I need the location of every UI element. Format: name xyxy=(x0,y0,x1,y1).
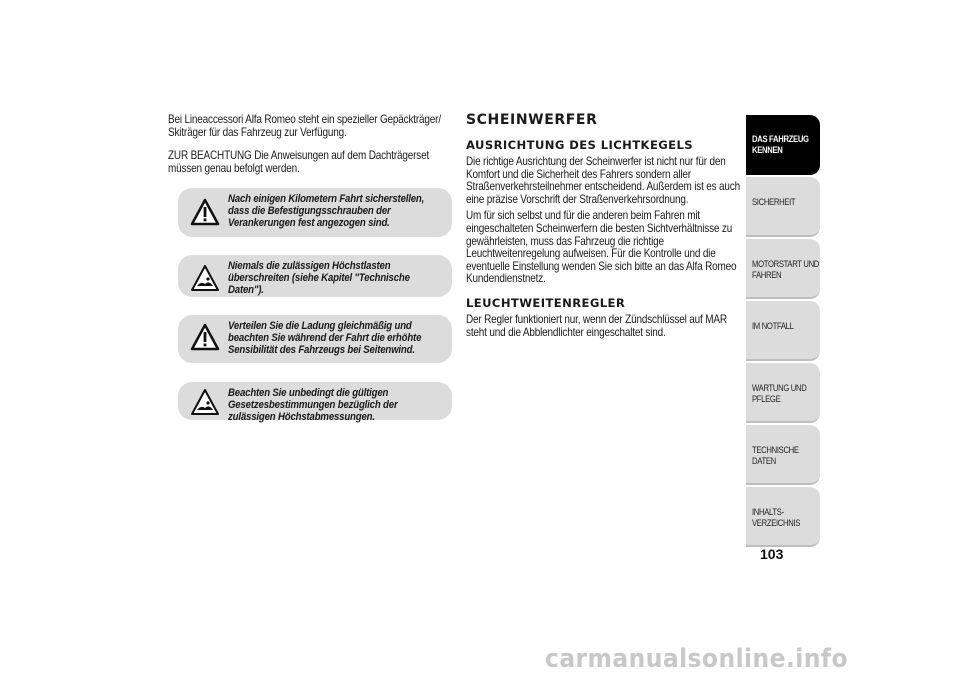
tab-label: DAS FAHRZEUG KENNEN xyxy=(752,134,809,156)
subsection-heading: LEUCHTWEITENREGLER xyxy=(466,295,626,310)
watermark: carmanualsonline.info xyxy=(545,644,849,674)
right-column xyxy=(466,112,746,343)
warning-text: Nach einigen Kilometern Fahrt sicherstellen, dass die Befestigungsschrauben der Verankerungen fest angezogen sind. xyxy=(228,193,425,229)
warning-text: Beachten Sie unbedingt die gültigen Gesetzesbestimmungen bezüglich der zulässigen Höchstabmessungen. xyxy=(228,387,398,423)
tab-label: TECHNISCHE DATEN xyxy=(752,445,799,467)
tab-im-notfall[interactable] xyxy=(746,301,820,361)
body-paragraph: Der Regler funktioniert nur, wenn der Zündschlüssel auf MAR steht und die Abblendlichter eingeschaltet sind. xyxy=(466,312,727,339)
section-title: SCHEINWERFER xyxy=(466,112,598,128)
tab-inhaltsverzeichnis[interactable] xyxy=(746,487,820,547)
tab-motorstart-und-fahren[interactable] xyxy=(746,239,820,299)
tab-label: SICHERHEIT xyxy=(752,197,796,208)
warning-box xyxy=(178,255,452,297)
tab-technische-daten[interactable] xyxy=(746,425,820,485)
tab-label: IM NOTFALL xyxy=(752,321,794,332)
warning-box xyxy=(178,315,452,363)
tab-sicherheit[interactable] xyxy=(746,177,820,237)
body-paragraph: Die richtige Ausrichtung der Scheinwerfer ist nicht nur für den Komfort und die Sicherheit des Fahrers sondern aller Straßenverkehrsteilnehmer entscheidend. Außerdem ist es auch eine präzise Vorschrift der Straßenverkehrsordnung. xyxy=(466,155,740,206)
warning-triangle-icon xyxy=(190,323,220,351)
left-column xyxy=(168,113,453,185)
environment-warning-icon xyxy=(190,388,220,416)
tab-das-fahrzeug-kennen[interactable] xyxy=(746,115,820,175)
tab-label: INHALTS- VERZEICHNIS xyxy=(752,507,801,529)
tab-wartung-und-pflege[interactable] xyxy=(746,363,820,423)
warning-text: Niemals die zulässigen Höchstlasten überschreiten (siehe Kapitel "Technische Daten"). xyxy=(228,260,410,296)
warning-triangle-icon xyxy=(190,198,220,226)
warning-box xyxy=(178,382,452,423)
body-paragraph: ZUR BEACHTUNG Die Anweisungen auf dem Dachträgerset müssen genau befolgt werden. xyxy=(168,149,430,175)
tab-label: WARTUNG UND PFLEGE xyxy=(752,383,807,405)
environment-warning-icon xyxy=(190,264,220,292)
page-number: 103 xyxy=(760,546,784,562)
body-paragraph: Um für sich selbst und für die anderen beim Fahren mit eingeschalteten Scheinwerfern die besten Sichtverhältnisse zu gewährleisten, muss das Fahrzeug die richtige Leuchtweitenregelung aufweisen. Für die Kontrolle und die eventuelle Einstellung wenden Sie sich bitte an das Alfa Romeo Kundendienstnetz. xyxy=(466,209,737,286)
subsection-heading: AUSRICHTUNG DES LICHTKEGELS xyxy=(466,138,694,152)
tab-label: MOTORSTART UND FAHREN xyxy=(752,259,820,281)
body-paragraph: Bei Lineaccessori Alfa Romeo steht ein spezieller Gepäckträger/ Skiträger für das Fahrzeug zur Verfügung. xyxy=(168,113,441,139)
warning-text: Verteilen Sie die Ladung gleichmäßig und beachten Sie während der Fahrt die erhöhte Sensibilität des Fahrzeugs bei Seitenwind. xyxy=(228,320,422,356)
warning-box xyxy=(178,188,452,237)
